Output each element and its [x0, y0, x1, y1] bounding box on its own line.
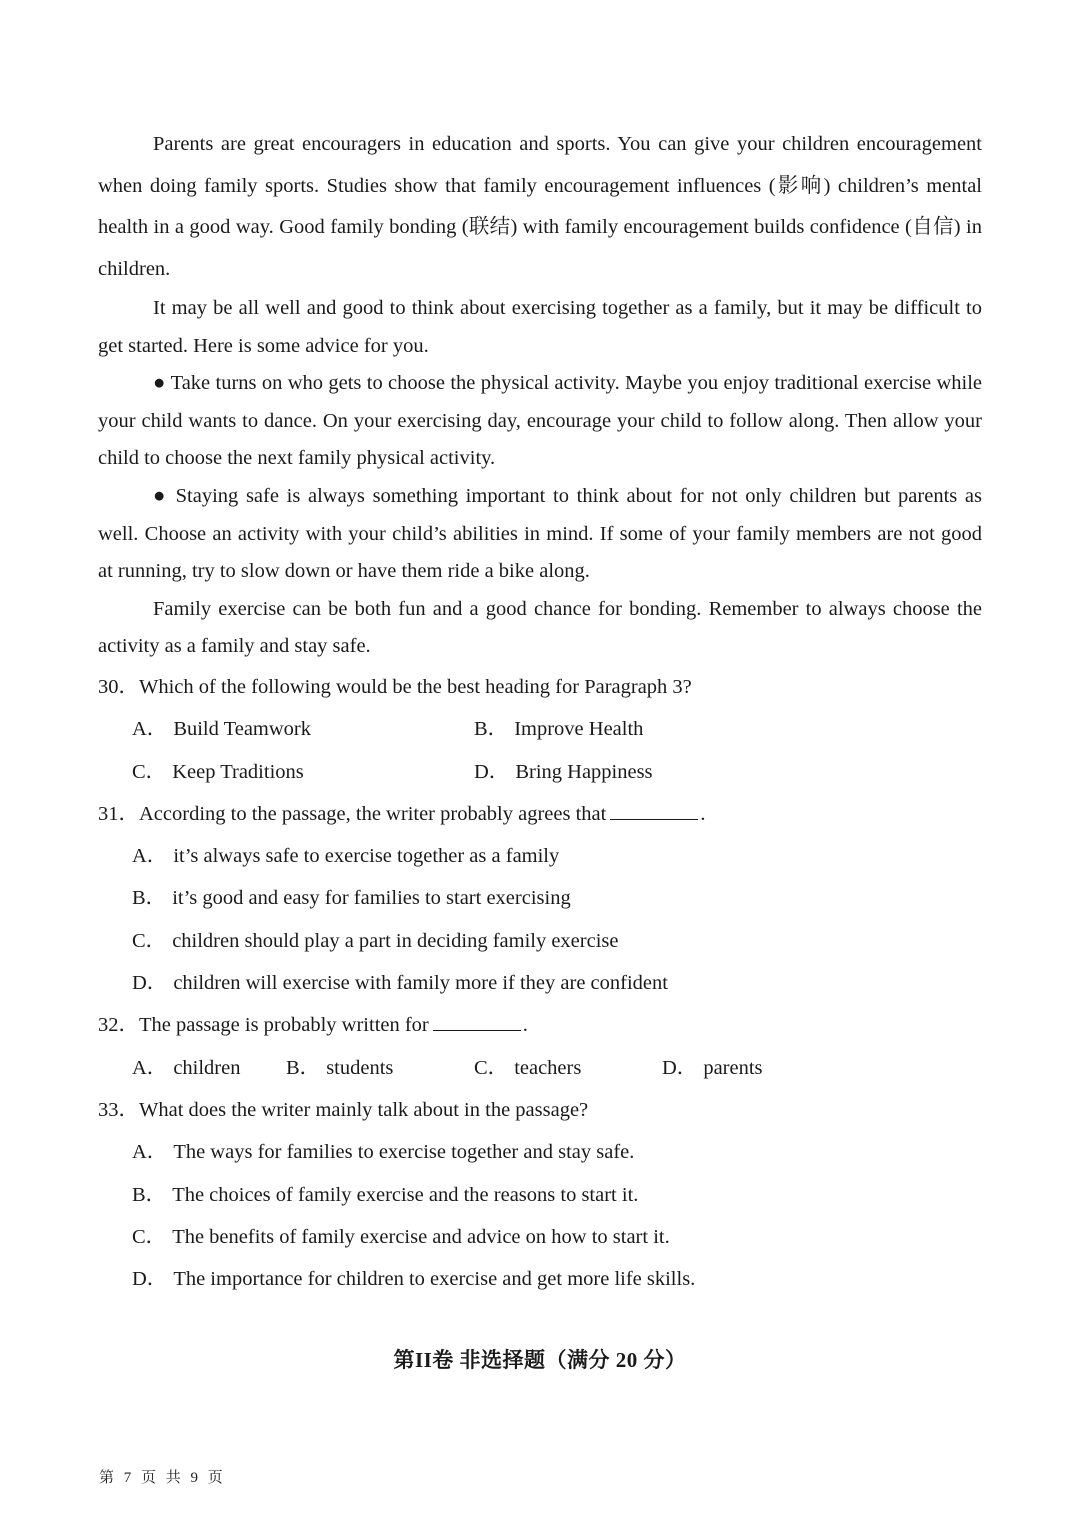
exam-page-content — [98, 124, 982, 1300]
question-stem — [98, 1089, 982, 1131]
option-b[interactable]: B． Improve Health — [474, 718, 644, 741]
option-c[interactable]: C． The benefits of family exercise and advice on how to start it. — [132, 1225, 670, 1248]
question-number: 31． — [98, 802, 139, 825]
question-30 — [98, 666, 982, 793]
question-text: Which of the following would be the best heading for Paragraph 3? — [139, 675, 692, 698]
question-number: 32． — [98, 1014, 139, 1037]
option-c[interactable]: C． children should play a part in deciding family exercise — [132, 929, 619, 952]
question-32 — [98, 1004, 982, 1089]
option-b[interactable]: B． students — [286, 1056, 394, 1079]
section-title: 第II卷 非选择题（满分 20 分） — [393, 1348, 687, 1372]
option-d[interactable]: D． The importance for children to exercise and get more life skills. — [132, 1268, 696, 1291]
answer-blank — [433, 1010, 521, 1031]
option-c[interactable]: C． Keep Traditions — [132, 760, 304, 783]
passage-paragraph-advice-1: ● Take turns on who gets to choose the physical activity. Maybe you enjoy traditional exercise while your child wants to dance. On your exercising day, encourage your child to follow along. Then allow your child to choose the next family physical activity. — [98, 372, 982, 470]
answer-blank — [610, 799, 698, 820]
option-d[interactable]: D． children will exercise with family more if they are confident — [132, 972, 668, 995]
question-text: What does the writer mainly talk about in the passage? — [139, 1098, 589, 1121]
passage-paragraph-2: It may be all well and good to think about exercising together as a family, but it may be difficult to get started. Here is some advice for you. — [98, 297, 982, 357]
question-stem — [98, 666, 982, 708]
option-d[interactable]: D． parents — [662, 1056, 763, 1079]
passage-paragraph-1: Parents are great encouragers in education and sports. You can give your children encouragement when doing family sports. Studies show that family encouragement influences (影响) children’s mental health in a good way. Good family bonding (联结) with family encouragement builds confidence (自信) in children. — [98, 133, 982, 280]
passage-paragraph-advice-2: ● Staying safe is always something important to think about for not only children but parents as well. Choose an activity with your child’s abilities in mind. If some of your family members are not good at running, try to slow down or have them ride a bike along. — [98, 484, 982, 583]
option-a[interactable]: A． Build Teamwork — [132, 718, 311, 741]
option-a[interactable]: A． The ways for families to exercise together and stay safe. — [132, 1141, 635, 1164]
question-number: 33． — [98, 1098, 139, 1121]
question-text: The passage is probably written for — [139, 1014, 429, 1037]
answer-options — [98, 1131, 982, 1300]
passage-paragraph-5: Family exercise can be both fun and a good chance for bonding. Remember to always choose the activity as a family and stay safe. — [98, 597, 982, 658]
question-stem: 31．According to the passage, the writer probably agrees that . — [98, 793, 982, 835]
answer-options — [98, 835, 982, 1004]
page-footer: 第 7 页 共 9 页 — [99, 1470, 226, 1486]
question-number: 30． — [98, 675, 139, 698]
option-b[interactable]: B． it’s good and easy for families to start exercising — [132, 887, 571, 910]
option-d[interactable]: D． Bring Happiness — [474, 760, 653, 783]
option-b[interactable]: B． The choices of family exercise and the reasons to start it. — [132, 1183, 639, 1206]
question-stem: 32．The passage is probably written for . — [98, 1004, 982, 1046]
option-a[interactable]: A． children — [132, 1056, 241, 1079]
answer-options — [98, 708, 982, 793]
answer-options — [98, 1047, 982, 1089]
question-33 — [98, 1089, 982, 1300]
option-c[interactable]: C． teachers — [474, 1056, 582, 1079]
question-31 — [98, 793, 982, 1004]
question-text: According to the passage, the writer probably agrees that — [139, 802, 607, 825]
option-a[interactable]: A． it’s always safe to exercise together as a family — [132, 845, 560, 868]
